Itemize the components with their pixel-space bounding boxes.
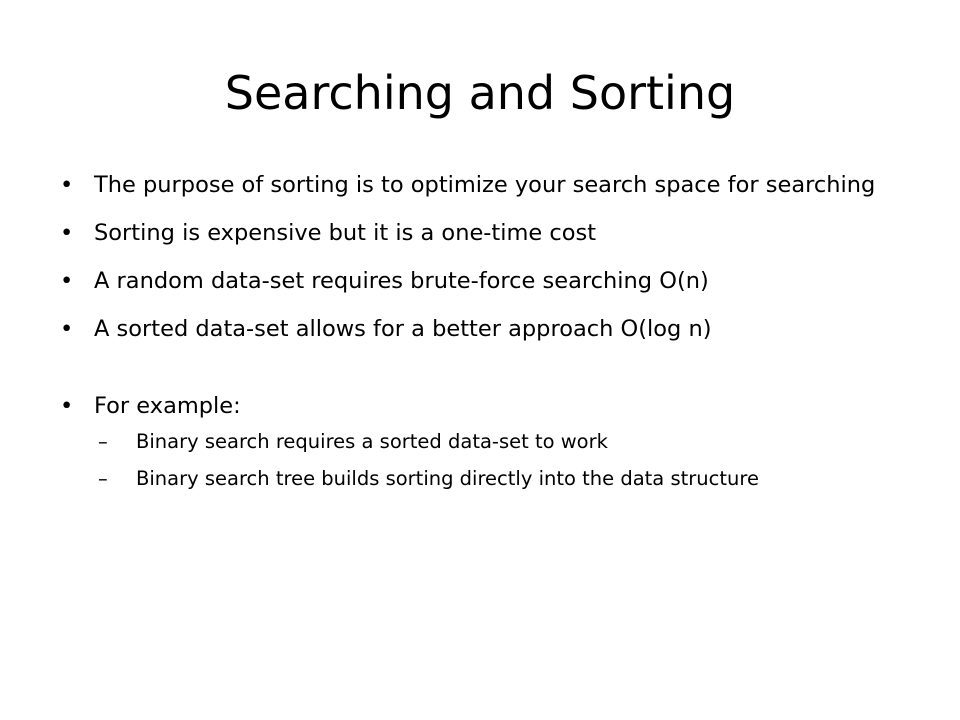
sub-bullet-text: Binary search requires a sorted data-set to work <box>136 430 608 453</box>
bullet-item-2 <box>58 218 908 249</box>
sub-bullet-list <box>94 428 908 492</box>
bullet-list <box>58 170 908 509</box>
bullet-item-4 <box>58 314 908 345</box>
bullet-item-1 <box>58 170 908 201</box>
bullet-text: A random data-set requires brute-force searching O(n) <box>94 268 709 294</box>
bullet-dot-icon: • <box>60 316 74 342</box>
bullet-text: For example: <box>94 393 241 419</box>
dash-icon: – <box>98 430 108 453</box>
dash-icon: – <box>98 467 108 490</box>
bullet-text: The purpose of sorting is to optimize your search space for searching <box>94 172 876 198</box>
sub-bullet-item-2 <box>94 465 908 492</box>
bullet-dot-icon: • <box>60 393 74 419</box>
sub-bullet-item-1 <box>94 428 908 455</box>
bullet-item-5 <box>58 391 908 492</box>
slide-title: Searching and Sorting <box>224 66 736 120</box>
bullet-item-3 <box>58 266 908 297</box>
bullet-dot-icon: • <box>60 172 74 198</box>
bullet-text: Sorting is expensive but it is a one-time cost <box>94 220 597 246</box>
bullet-dot-icon: • <box>60 268 74 294</box>
sub-bullet-text: Binary search tree builds sorting directly into the data structure <box>136 467 759 490</box>
bullet-text: A sorted data-set allows for a better approach O(log n) <box>94 316 712 342</box>
bullet-dot-icon: • <box>60 220 74 246</box>
